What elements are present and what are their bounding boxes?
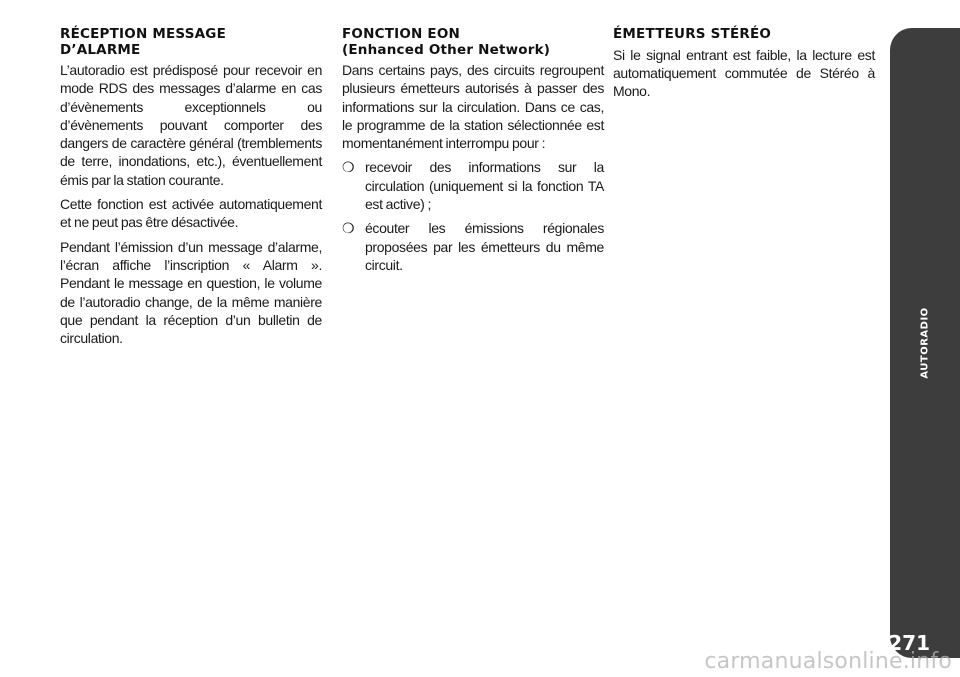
heading-line: FONCTION EON — [342, 26, 461, 42]
heading-line: ÉMETTEURS STÉRÉO — [613, 26, 772, 42]
paragraph: Si le signal entrant est faible, la lecture est automatiquement commutée de Stéréo à Mono. — [613, 46, 875, 100]
paragraph: Dans certains pays, des circuits regroupent plusieurs émetteurs autorisés à passer des informations sur la circulation. Dans ce cas, le programme de la station sélectionnée est momentanément interrompu pour : — [342, 62, 604, 152]
paragraph: Cette fonction est activée automatiquement et ne peut pas être désactivée. — [60, 196, 322, 231]
heading-line: D’ALARME — [60, 41, 141, 58]
chapter-side-tab — [890, 28, 960, 658]
list-item — [342, 219, 604, 274]
bullet-list — [342, 158, 604, 274]
circle-bullet-icon: ❍ — [342, 220, 355, 237]
watermark: carmanualsonline.info — [704, 649, 952, 674]
heading-line: (Enhanced Other Network) — [342, 41, 551, 58]
list-item — [342, 158, 604, 213]
list-item-text: écouter les émissions régionales proposées par les émetteurs du même circuit. — [365, 220, 604, 273]
paragraph: Pendant l’émission d’un message d’alarme, l’écran affiche l’inscription « Alarm ». Pendant le message en question, le volume de l’autoradio change, de la même manière que pendant la réception d’un bulletin de circulation. — [60, 238, 322, 347]
circle-bullet-icon: ❍ — [342, 159, 355, 176]
list-item-text: recevoir des informations sur la circulation (uniquement si la fonction TA est active) ; — [365, 159, 604, 213]
column-emetteurs-stereo — [613, 27, 875, 106]
section-heading — [60, 27, 322, 58]
column-reception-message-alarme — [60, 27, 322, 353]
section-heading — [613, 27, 875, 43]
paragraph: L’autoradio est prédisposé pour recevoir en mode RDS des messages d’alarme en cas d’évènements exceptionnels ou d’évènements pouvant comporter des dangers de caractère général (tremblements de terre, inondations, etc.), éventuellement émis par la station courante. — [60, 62, 322, 188]
column-fonction-eon — [342, 27, 604, 280]
chapter-label: AUTORADIO — [919, 307, 931, 379]
heading-line: RÉCEPTION MESSAGE — [60, 26, 226, 42]
section-heading — [342, 27, 604, 58]
page-number: 271 — [888, 631, 930, 655]
